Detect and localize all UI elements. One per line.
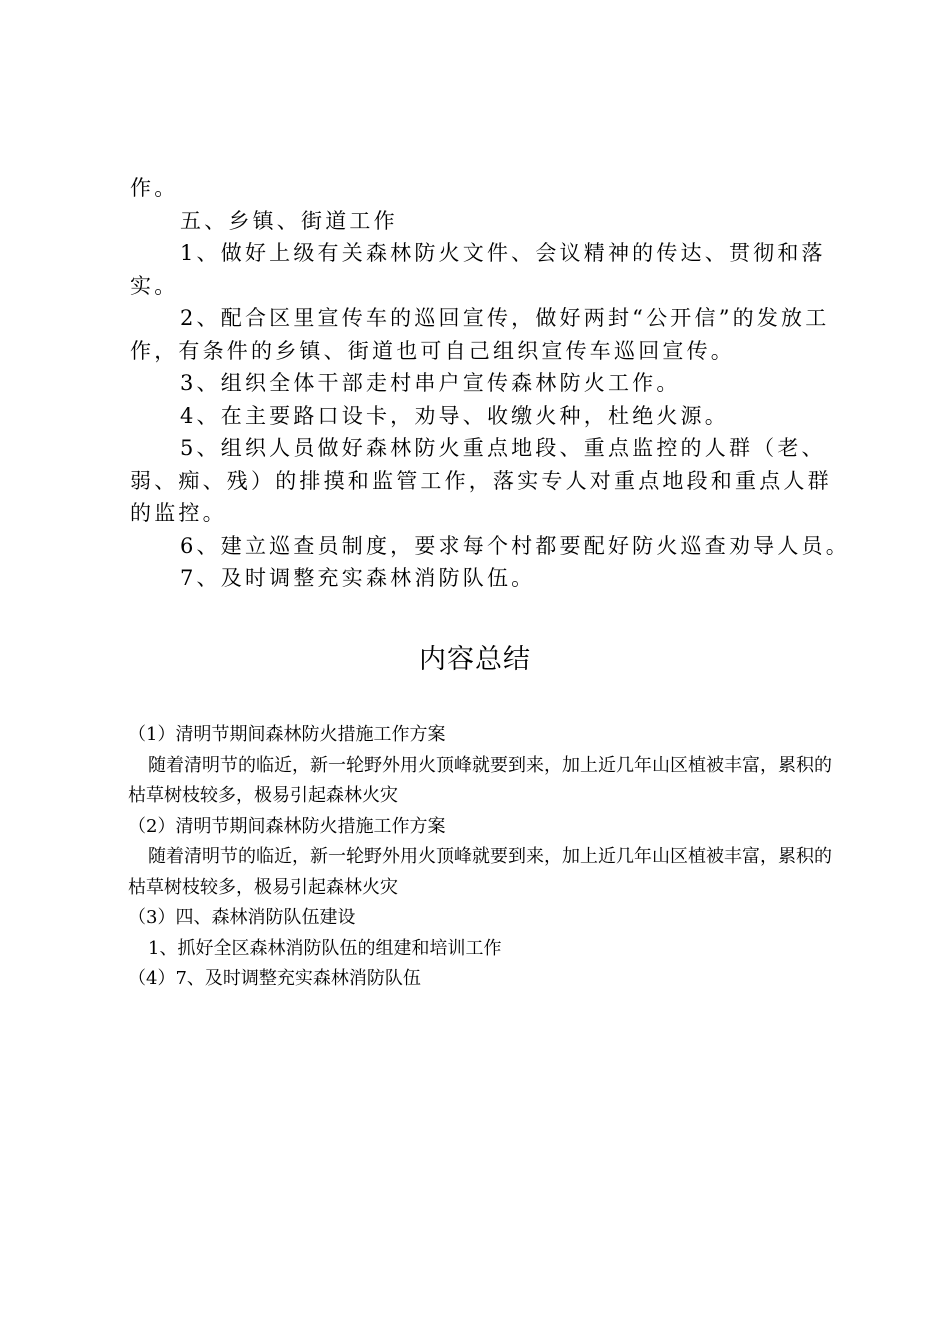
summary-excerpt-3: 1、抓好全区森林消防队伍的组建和培训工作	[148, 937, 502, 959]
summary-list	[128, 720, 848, 995]
paragraph-item-3: 3、组织全体干部走村串户宣传森林防火工作。	[180, 371, 681, 395]
summary-excerpt-1: 随着清明节的临近，新一轮野外用火顶峰就要到来，加上近几年山区植被丰富，累积的枯草树枝较多，极易引起森林火灾	[128, 754, 832, 806]
paragraph-continuation: 作。	[130, 176, 179, 200]
paragraph-item-2: 2、配合区里宣传车的巡回宣传，做好两封“公开信”的发放工作，有条件的乡镇、街道也可自己组织宣传车巡回宣传。	[130, 306, 830, 363]
document-body	[130, 172, 850, 595]
paragraph-item-5: 5、组织人员做好森林防火重点地段、重点监控的人群（老、弱、痴、残）的排摸和监管工作，落实专人对重点地段和重点人群的监控。	[130, 436, 832, 525]
paragraph-item-7: 7、及时调整充实森林消防队伍。	[180, 566, 536, 590]
summary-item-2: （2）清明节期间森林防火措施工作方案	[128, 815, 446, 837]
paragraph-item-6: 6、建立巡查员制度，要求每个村都要配好防火巡查劝导人员。	[180, 533, 850, 558]
paragraph-item-1: 1、做好上级有关森林防火文件、会议精神的传达、贯彻和落实。	[130, 241, 826, 298]
paragraph-item-4: 4、在主要路口设卡，劝导、收缴火种，杜绝火源。	[180, 403, 729, 428]
summary-item-4: （4）7、及时调整充实森林消防队伍	[128, 968, 421, 989]
summary-item-1: （1）清明节期间森林防火措施工作方案	[128, 724, 446, 745]
summary-excerpt-2: 随着清明节的临近，新一轮野外用火顶峰就要到来，加上近几年山区植被丰富，累积的枯草树枝较多，极易引起森林火灾	[128, 846, 832, 898]
section-heading-township: 五、乡镇、街道工作	[180, 208, 398, 233]
summary-item-3: （3）四、森林消防队伍建设	[128, 907, 356, 928]
summary-title: 内容总结	[419, 644, 531, 675]
